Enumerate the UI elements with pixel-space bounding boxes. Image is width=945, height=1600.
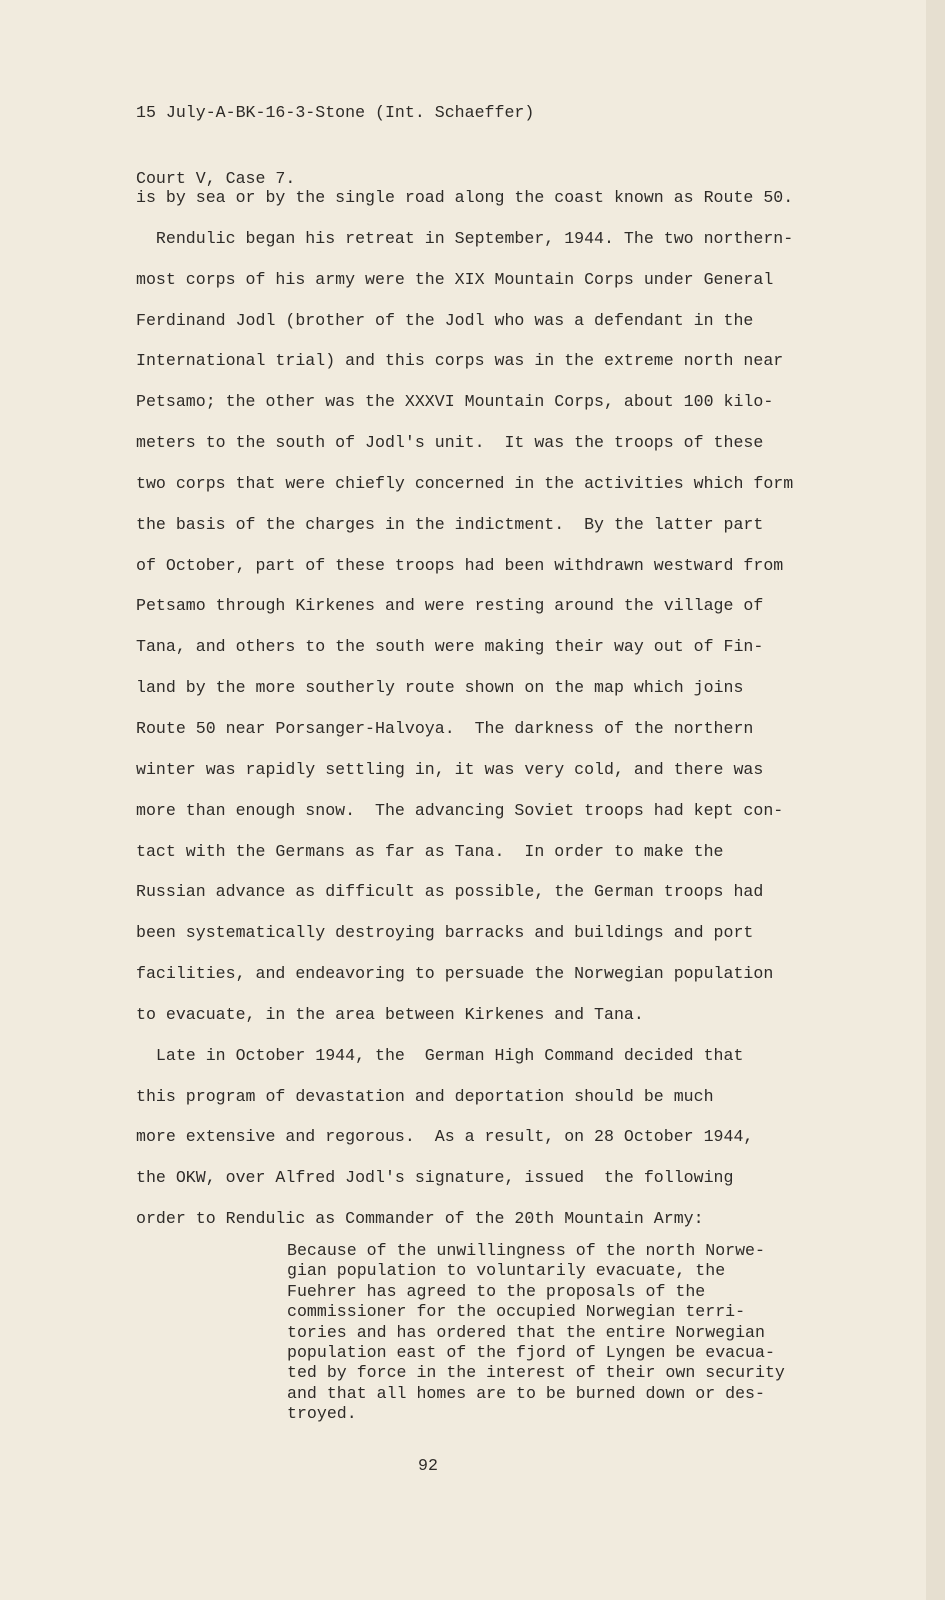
- block-quote: [287, 1241, 785, 1425]
- text-line: to evacuate, in the area between Kirkenes and Tana.: [136, 1004, 644, 1024]
- text-line: meters to the south of Jodl's unit. It was the troops of these: [136, 433, 764, 453]
- text-line: land by the more southerly route shown on the map which joins: [136, 678, 744, 698]
- text-line: Because of the unwillingness of the north Norwe-: [287, 1241, 765, 1260]
- text-line: International trial) and this corps was in the extreme north near: [136, 351, 784, 371]
- text-line: Tana, and others to the south were making their way out of Fin-: [136, 637, 764, 657]
- text-line: order to Rendulic as Commander of the 20th Mountain Army:: [136, 1209, 704, 1229]
- text-line: ted by force in the interest of their own security: [287, 1363, 785, 1383]
- text-line: the basis of the charges in the indictment. By the latter part: [136, 514, 764, 534]
- text-line: population east of the fjord of Lyngen be evacua-: [287, 1343, 775, 1363]
- text-line: tact with the Germans as far as Tana. In order to make the: [136, 841, 724, 861]
- text-line: Route 50 near Porsanger-Halvoya. The darkness of the northern: [136, 718, 754, 738]
- text-line: Rendulic began his retreat in September, 1944. The two northern-: [136, 228, 794, 248]
- text-line: more than enough snow. The advancing Soviet troops had kept con-: [136, 800, 784, 820]
- text-line: the OKW, over Alfred Jodl's signature, issued the following: [136, 1168, 734, 1188]
- page-edge: [926, 0, 945, 1600]
- text-line: commissioner for the occupied Norwegian terri-: [287, 1302, 746, 1322]
- page-number: 92: [418, 1456, 438, 1475]
- text-line: of October, part of these troops had been withdrawn westward from: [136, 555, 784, 575]
- header-line: Court V, Case 7.: [136, 169, 296, 188]
- text-line: winter was rapidly settling in, it was very cold, and there was: [136, 759, 764, 779]
- text-line: Fuehrer has agreed to the proposals of the: [287, 1281, 706, 1301]
- text-line: Ferdinand Jodl (brother of the Jodl who was a defendant in the: [136, 310, 754, 330]
- text-line: and that all homes are to be burned down or des-: [287, 1383, 765, 1403]
- text-line: Petsamo through Kirkenes and were resting around the village of: [136, 596, 764, 616]
- text-line: this program of devastation and deportation should be much: [136, 1086, 714, 1106]
- body-text: [136, 178, 793, 1240]
- text-line: more extensive and regorous. As a result, on 28 October 1944,: [136, 1127, 754, 1147]
- text-line: been systematically destroying barracks and buildings and port: [136, 923, 754, 943]
- text-line: Late in October 1944, the German High Command decided that: [136, 1045, 744, 1065]
- text-line: Russian advance as difficult as possible, the German troops had: [136, 882, 764, 902]
- text-line: most corps of his army were the XIX Mountain Corps under General: [136, 269, 774, 289]
- text-line: is by sea or by the single road along the coast known as Route 50.: [136, 188, 794, 207]
- text-line: troyed.: [287, 1404, 357, 1424]
- text-line: Petsamo; the other was the XXXVI Mountain Corps, about 100 kilo-: [136, 392, 774, 412]
- text-line: tories and has ordered that the entire Norwegian: [287, 1322, 765, 1342]
- header-line: 15 July-A-BK-16-3-Stone (Int. Schaeffer): [136, 103, 535, 122]
- text-line: two corps that were chiefly concerned in the activities which form: [136, 473, 794, 493]
- text-line: gian population to voluntarily evacuate, the: [287, 1261, 726, 1281]
- text-line: facilities, and endeavoring to persuade the Norwegian population: [136, 964, 774, 984]
